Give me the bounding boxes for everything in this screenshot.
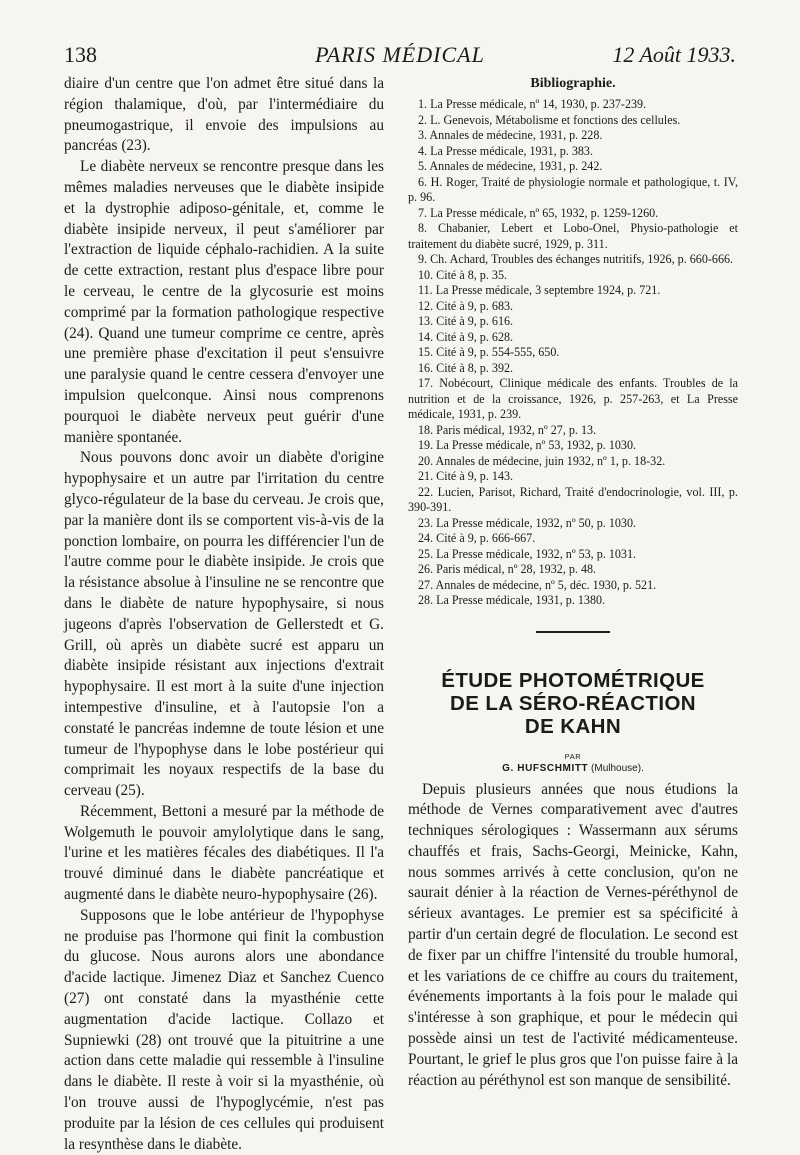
reference: 8. Chabanier, Lebert et Lobo-Onel, Physio-pathologie et traitement du diabète sucré, 1929, p. 311. <box>408 221 738 251</box>
paragraph: Le diabète nerveux se rencontre presque dans les mêmes maladies nerveuses que le diabète insipide et la dystrophie adiposo-génitale, et, comme le diabète insipide nerveux, il peut s'améliorer par l'extraction de liquide céphalo-rachidien. A la suite de cette extraction, restant plus d'espace libre pour le cerveau, le centre de la glycosurie est moins comprimé par la formation pathologique respective (24). Quand une tumeur comprime ce centre, après une première phase d'excitation il peut s'ensuivre une paralysie quand le centre cessera d'envoyer une impulsion quelconque. Ainsi nous comprenons pourquoi le diabète nerveux peut guérir d'une manière spontanée. <box>64 158 384 446</box>
reference: 22. Lucien, Parisot, Richard, Traité d'endocrinologie, vol. III, p. 390-391. <box>408 484 738 514</box>
paragraph: Supposons que le lobe antérieur de l'hypophyse ne produise pas l'hormone qui finit la combustion du glucose. Nous aurons alors une abondance d'acide lactique. Jimenez Diaz et Sanchez Cuenco (27) ont constaté dans la myasthénie cette augmentation d'acide lactique. Collazo et Supniewki (28) ont trouvé que la pituitrine a une action dans cette maladie qui ressemble à l'insuline dans le diabète. Il reste à voir si la myasthénie, où l'on trouve aussi de l'hypoglycémie, n'est pas produite par la lésion de ces cellules qui produisent la resynthèse dans le diabète. <box>64 906 384 1153</box>
paragraph: Nous pouvons donc avoir un diabète d'origine hypophysaire et un autre par l'irritation du centre glyco-régulateur de la base du cerveau. Je crois que, par la manière dont ils se comportent vis-à-vis de la ponction lombaire, on pourra les différencier l'un de l'autre comme pour le diabète insipide. Je crois que la résistance absolue à l'insuline ne se rencontre que dans le diabète de nature hypophysaire, si nous jugeons d'après l'observation de Gellerstedt et G. Grill, où après un diabète sucré est apparu un diabète insipide résistant aux injections d'extrait hypophysaire. Il est mort à la suite d'une injection intempestive d'insuline, et à l'autopsie l'on a constaté le pancréas indemne de toute lésion et une tumeur de l'hypophyse dans le lobe postérieur qui comprimait les noyaux respectifs de la base du cerveau (25). <box>64 449 384 800</box>
reference: 14. Cité à 9, p. 628. <box>418 329 514 344</box>
reference: 11. La Presse médicale, 3 septembre 1924, p. 721. <box>418 283 661 297</box>
reference-list <box>408 97 738 609</box>
reference: 5. Annales de médecine, 1931, p. 242. <box>418 159 603 173</box>
reference: 10. Cité à 8, p. 35. <box>418 267 508 282</box>
reference: 1. La Presse médicale, nº 14, 1930, p. 237-239. <box>418 97 647 111</box>
reference: 3. Annales de médecine, 1931, p. 228. <box>418 128 603 142</box>
page-number: 138 <box>64 42 97 67</box>
reference: 21. Cité à 9, p. 143. <box>418 469 514 483</box>
paragraph: diaire d'un centre que l'on admet être situé dans la région thalamique, d'où, par l'intermédiaire du pneumogastrique, il envoie des impulsions au pancréas (23). <box>64 75 384 155</box>
author-affiliation: (Mulhouse). <box>591 762 644 774</box>
reference: 7. La Presse médicale, nº 65, 1932, p. 1259-1260. <box>418 205 659 220</box>
reference: 24. Cité à 9, p. 666-667. <box>418 531 536 545</box>
article-title-line: DE KAHN <box>524 714 622 738</box>
reference: 25. La Presse médicale, 1932, nº 53, p. 1031. <box>418 546 637 561</box>
reference: 4. La Presse médicale, 1931, p. 383. <box>418 143 593 158</box>
article-body <box>408 780 738 1092</box>
reference: 23. La Presse médicale, 1932, nº 50, p. 1030. <box>418 515 637 530</box>
reference: 17. Nobécourt, Clinique médicale des enfants. Troubles de la nutrition et de la croissance, 1926, p. 257-263, et La Presse médicale, 1931, p. 239. <box>408 376 738 421</box>
reference: 28. La Presse médicale, 1931, p. 1380. <box>418 593 606 607</box>
section-divider <box>536 631 610 633</box>
article-title-line: DE LA SÉRO-RÉACTION <box>449 691 696 715</box>
reference: 2. L. Genevois, Métabolisme et fonctions des cellules. <box>418 112 681 127</box>
article-title <box>408 669 738 738</box>
by-label: PAR <box>564 751 582 761</box>
article-title-line: ÉTUDE PHOTOMÉTRIQUE <box>441 668 705 692</box>
reference: 20. Annales de médecine, juin 1932, nº 1, p. 18-32. <box>418 453 666 468</box>
author-name: G. HUFSCHMITT <box>502 762 589 774</box>
reference: 26. Paris médical, nº 28, 1932, p. 48. <box>418 562 597 576</box>
reference: 12. Cité à 9, p. 683. <box>418 298 514 313</box>
reference: 9. Ch. Achard, Troubles des échanges nutritifs, 1926, p. 660-666. <box>418 252 734 266</box>
reference: 27. Annales de médecine, nº 5, déc. 1930, p. 521. <box>418 577 657 592</box>
reference: 16. Cité à 8, p. 392. <box>418 360 514 375</box>
running-header <box>64 42 736 72</box>
byline <box>408 763 738 774</box>
journal-title: PARIS MÉDICAL <box>315 42 485 67</box>
reference: 18. Paris médical, 1932, nº 27, p. 13. <box>418 422 597 437</box>
reference: 15. Cité à 9, p. 554-555, 650. <box>418 345 560 359</box>
left-column <box>64 74 384 1155</box>
issue-date: 12 Août 1933. <box>612 42 736 67</box>
reference: 13. Cité à 9, p. 616. <box>418 314 514 328</box>
right-column <box>408 74 738 1091</box>
bibliography-title: Bibliographie. <box>530 76 616 91</box>
reference: 19. La Presse médicale, nº 53, 1932, p. 1030. <box>418 438 637 452</box>
paragraph: Récemment, Bettoni a mesuré par la méthode de Wolgemuth le pouvoir amylolytique dans le sang, l'urine et les matières fécales des diabétiques. Il l'a trouvé diminué dans le diabète pancréatique et augmenté dans le diabète neuro-hypophysaire (26). <box>64 802 384 904</box>
paragraph: Depuis plusieurs années que nous étudions la méthode de Vernes comparativement avec d'autres techniques sérologiques : Wassermann aux sérums chauffés et frais, Sachs-Georgi, Meinicke, Kahn, nous sommes arrivés à cette conclusion, qu'on ne saurait dénier à la réaction de Vernes-péréthynol de sérieux avantages. Le premier est sa spécificité à partir d'un certain degré de floculation. Le second est de fixer par un chiffre l'intensité du trouble humoral, et les variations de ce chiffre au cours du traitement, événements importants à la fois pour le malade qui s'intéresse à son graphique, et pour le médecin qui possède ainsi un test de l'activité médicamenteuse. Pourtant, le grief le plus gros que l'on puisse faire à la réaction au péréthynol est son manque de sensibilité. <box>408 780 738 1089</box>
reference: 6. H. Roger, Traité de physiologie normale et pathologique, t. IV, p. 96. <box>408 174 738 204</box>
